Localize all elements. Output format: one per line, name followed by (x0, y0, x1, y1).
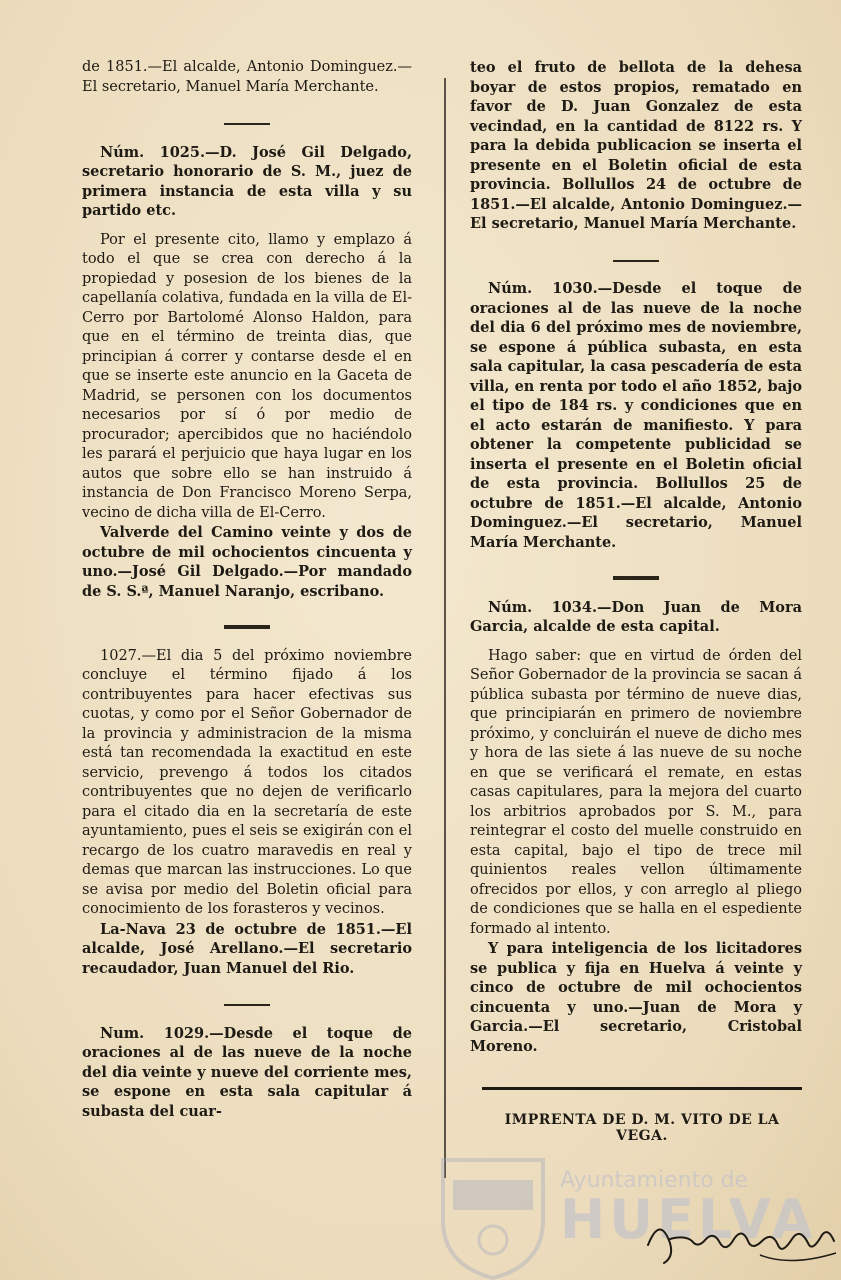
left-paragraph-2: Núm. 1025.—D. José Gil Delgado, secretario honorario de S. M., juez de primera instancia de esta villa y su partido etc. (82, 143, 412, 219)
coat-of-arms-watermark-icon (433, 1140, 553, 1280)
left-paragraph-4: Valverde del Camino veinte y dos de octubre de mil ochocientos cincuenta y uno.—José Gil Delgado.—Por mandado de S. S.ª, Manuel Naranjo, escribano. (82, 524, 412, 600)
right-paragraph-5: Y para inteligencia de los licitadores se publica y fija en Huelva á veinte y cinco de octubre de mil ochocientos cincuenta y uno.—Juan de Mora y Garcia.—El secretario, Cristobal Moreno. (470, 940, 802, 1055)
watermark-line-2: HUELVA (560, 1188, 817, 1251)
right-paragraph-1: teo el fruto de bellota de la dehesa boyar de estos propios, rematado en favor de D. Juan Gonzalez de esta vecindad, en la cantidad de 8122 rs. Y para la debida publicacion se inserta el presente en el Boletin oficial de esta provincia. Bollullos 24 de octubre de 1851.—El alcalde, Antonio Dominguez.—El secretario, Manuel María Merchante. (470, 59, 802, 232)
separator-dash (82, 111, 412, 131)
right-paragraph-3: Núm. 1034.—Don Juan de Mora Garcia, alcalde de esta capital. (470, 598, 802, 635)
signature (640, 1205, 840, 1275)
separator-dash (470, 566, 802, 586)
watermark-line-1: Ayuntamiento de (560, 1168, 749, 1193)
left-paragraph-6: La-Nava 23 de octubre de 1851.—El alcalde, José Arellano.—El secretario recaudador, Juan Manuel del Rio. (82, 920, 412, 977)
left-paragraph-5: 1027.—El dia 5 del próximo noviembre concluye el término fijado á los contribuyentes para hacer efectivas sus cuotas, y como por el Señor Gobernador de la provincia y administracion de la misma está tan recomendada la exactitud en este servicio, prevengo á todos los citados contribuyentes que no dejen de verificarlo para el citado dia en la secretaría de este ayuntamiento, pues el seis se exigirán con el recargo de los cuatro maravedis en real y demas que marcan las instrucciones. Lo que se avisa por medio del Boletin oficial para conocimiento de los forasteros y vecinos. (82, 647, 412, 917)
left-paragraph-3: Por el presente cito, llamo y emplazo á todo el que se crea con derecho á la propiedad y posesion de los bienes de la capellanía colativa, fundada en la villa de El-Cerro por Bartolomé Alonso Haldon, para que en el término de treinta dias, que principian á correr y contarse desde el en que se inserte este anuncio en la Gaceta de Madrid, se personen con los documentos necesarios por sí ó por medio de procurador; apercibidos que no haciéndolo les parará el perjuicio que haya lugar en los autos que sobre ello se han instruido á instancia de Don Francisco Moreno Serpa, vecino de dicha villa de El-Cerro. (82, 231, 412, 521)
separator-dash (82, 992, 412, 1012)
bottom-rule (482, 1087, 802, 1090)
right-column (470, 58, 802, 1056)
left-paragraph-1: de 1851.—El alcalde, Antonio Dominguez.—El secretario, Manuel María Merchante. (82, 59, 412, 95)
left-paragraph-7: Num. 1029.—Desde el toque de oraciones al de las nueve de la noche del dia veinte y nueve del corriente mes, se espone en esta sala capitular á subasta del cuar- (82, 1024, 412, 1120)
printer-imprint: IMPRENTA DE D. M. VITO DE LA VEGA. (504, 1112, 780, 1144)
right-paragraph-4: Hago saber: que en virtud de órden del Señor Gobernador de la provincia se sacan á pública subasta por término de nueve dias, que principiarán en primero de noviembre próximo, y concluirán el nueve de dicho mes y hora de las siete á las nueve de su noche en que se verificará el remate, en estas casas capitulares, para la mejora del cuarto los arbitrios aprobados por S. M., para reintegrar el costo del muelle construido en esta capital, bajo el tipo de trece mil quinientos reales vellon últimamente ofrecidos por ellos, y con arreglo al pliego de condiciones que se halla en el espediente formado al intento. (470, 647, 802, 937)
column-divider (444, 78, 446, 1178)
separator-dash (470, 248, 802, 268)
left-column (82, 58, 412, 1121)
separator-dash (82, 615, 412, 635)
right-paragraph-2: Núm. 1030.—Desde el toque de oraciones al de las nueve de la noche del dia 6 del próximo mes de noviembre, se espone á pública subasta, en esta sala capitular, la casa pescadería de esta villa, en renta por todo el año 1852, bajo el tipo de 184 rs. y condiciones que en el acto estarán de manifiesto. Y para obtener la competente publicidad se inserta el presente en el Boletin oficial de esta provincia. Bollullos 25 de octubre de 1851.—El alcalde, Antonio Dominguez.—El secretario, Manuel María Merchante. (470, 280, 802, 551)
